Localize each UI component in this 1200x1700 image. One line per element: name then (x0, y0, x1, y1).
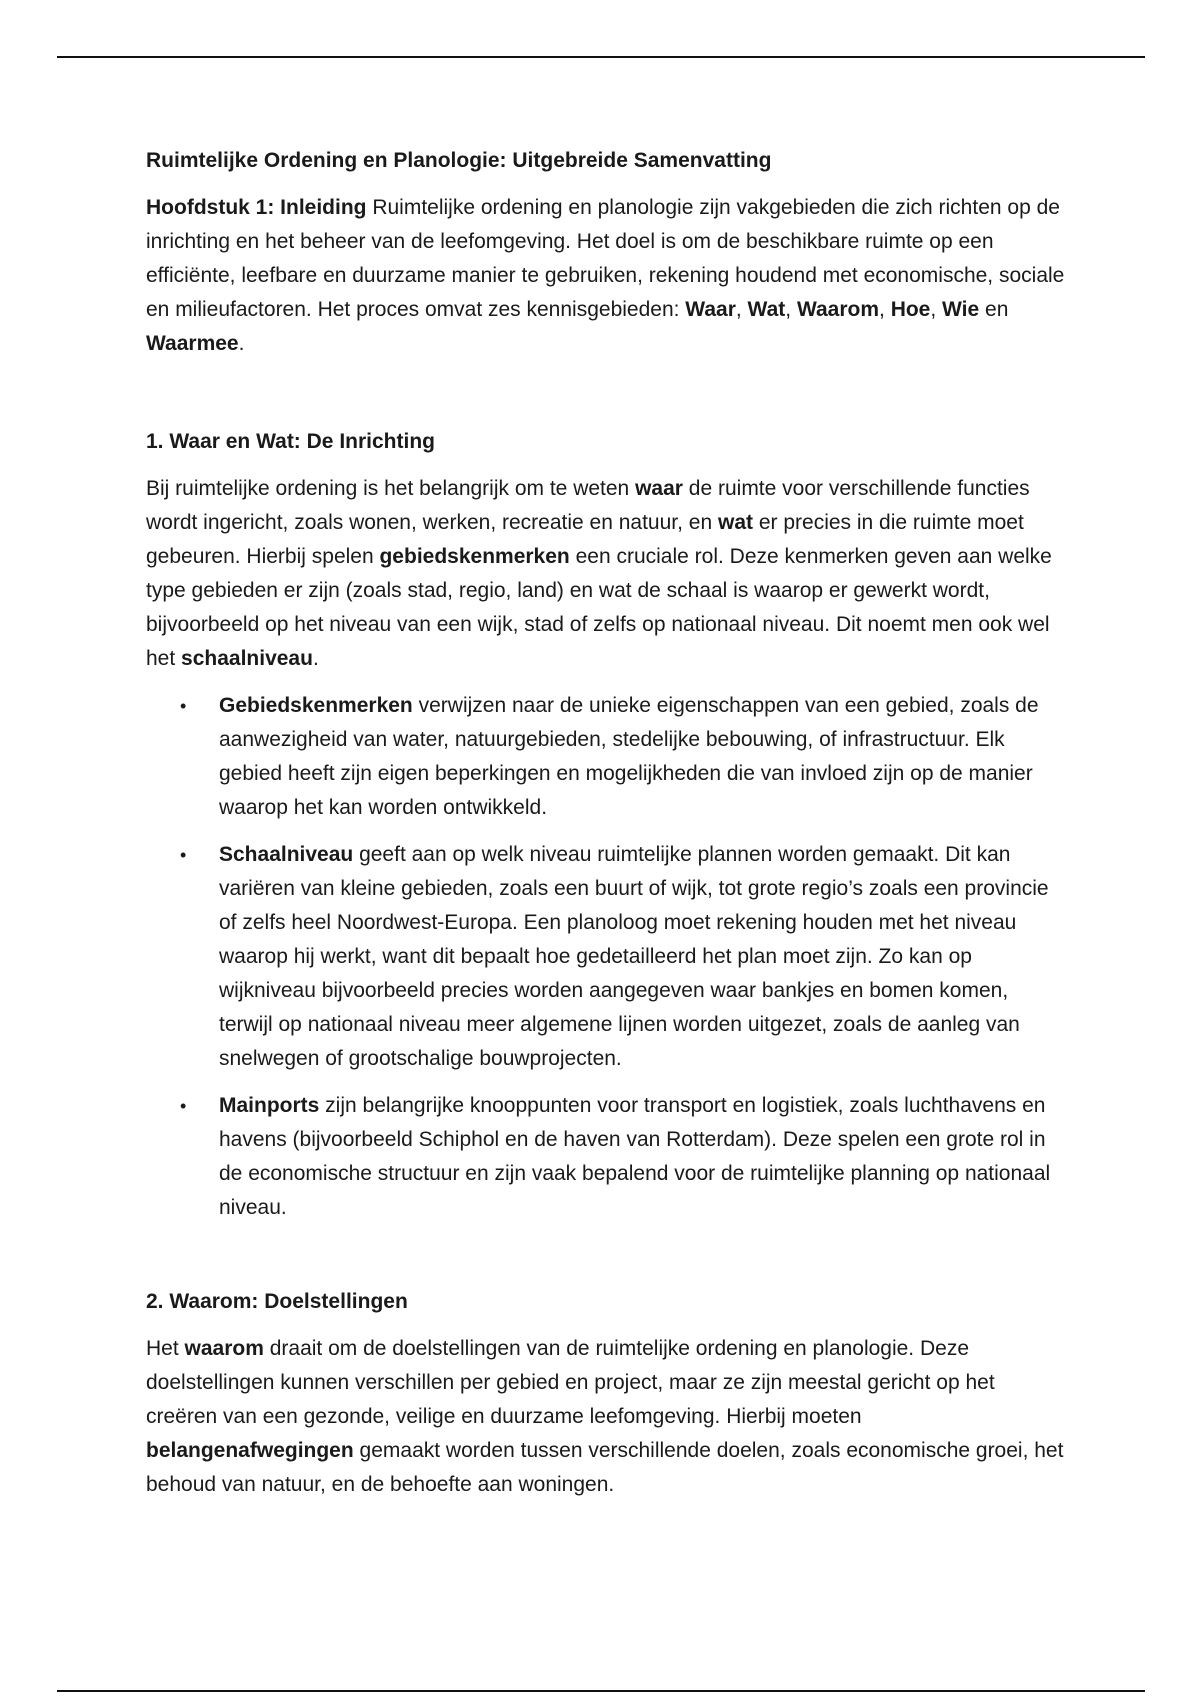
keyword-waar: Waar (685, 298, 736, 321)
text-run: de ruimte voor verschillende functies wordt ingericht, zoals wonen, werken, recreatie en natuur, en (146, 477, 1030, 534)
text-run: draait om de doelstellingen van de ruimtelijke ordening en planologie. Deze doelstellingen kunnen verschillen per gebied en project, maar ze zijn meestal gericht op het creëren van een gezonde, veilige en duurzame leefomgeving. Hierbij moeten (146, 1337, 995, 1428)
bottom-rule (57, 1690, 1145, 1692)
separator: , (735, 298, 748, 321)
top-rule (57, 56, 1145, 58)
bullet-text: zijn belangrijke knooppunten voor transport en logistiek, zoals luchthavens en havens (bijvoorbeeld Schiphol en de haven van Rotterdam). Deze spelen een grote rol in de economische structuur en zijn vaak bepalend voor de ruimtelijke planning op nationaal niveau. (219, 1094, 1051, 1219)
separator: , (879, 298, 891, 321)
document-body (146, 144, 1066, 1515)
bold-term-belangenafwegingen: belangenafwegingen (146, 1439, 354, 1462)
bullet-text: geeft aan op welk niveau ruimtelijke plannen worden gemaakt. Dit kan variëren van kleine gebieden, zoals een buurt of wijk, tot grote regio’s zoals een provincie of zelfs heel Noordwest-Europa. Een planoloog moet rekening houden met het niveau waarop hij werkt, want dit bepaalt hoe gedetailleerd het plan moet zijn. Zo kan op wijkniveau bijvoorbeeld precies worden aangegeven waar bankjes en bomen komen, terwijl op nationaal niveau meer algemene lijnen worden uitgezet, zoals de aanleg van snelwegen of grootschalige bouwprojecten. (219, 843, 1049, 1070)
period: . (238, 332, 245, 355)
bold-term-waar: waar (635, 477, 683, 500)
section-1-bullet-list (146, 689, 1066, 1225)
bold-term-gebiedskenmerken: gebiedskenmerken (379, 545, 570, 568)
separator: , (785, 298, 797, 321)
chapter-lead: Hoofdstuk 1: Inleiding (146, 196, 367, 219)
separator: en (979, 298, 1009, 321)
bullet-icon: • (180, 1096, 187, 1116)
period: . (312, 647, 319, 670)
section-2-paragraph (146, 1332, 1066, 1502)
separator: , (930, 298, 943, 321)
document-title: Ruimtelijke Ordening en Planologie: Uitgebreide Samenvatting (146, 149, 772, 172)
intro-paragraph (146, 191, 1066, 361)
bold-term-schaalniveau: schaalniveau (181, 647, 313, 670)
bullet-icon: • (180, 696, 187, 716)
section-1-heading: 1. Waar en Wat: De Inrichting (146, 430, 435, 453)
section-2-heading: 2. Waarom: Doelstellingen (146, 1290, 408, 1313)
keyword-waarmee: Waarmee (146, 332, 239, 355)
bullet-item-mainports (180, 1089, 1066, 1225)
keyword-wat: Wat (747, 298, 786, 321)
keyword-wie: Wie (942, 298, 980, 321)
section-1-paragraph (146, 472, 1066, 676)
bullet-text: verwijzen naar de unieke eigenschappen van een gebied, zoals de aanwezigheid van water, natuurgebieden, stedelijke bebouwing, of infrastructuur. Elk gebied heeft zijn eigen beperkingen en mogelijkheden die van invloed zijn op de manier waarop het kan worden ontwikkeld. (219, 694, 1039, 819)
text-run: een cruciale rol. Deze kenmerken geven aan welke type gebieden er zijn (zoals stad, regio, land) en wat de schaal is waarop er gewerkt wordt, bijvoorbeeld op het niveau van een wijk, stad of zelfs op nationaal niveau. Dit noemt men ook wel het (146, 545, 1052, 670)
keyword-hoe: Hoe (890, 298, 931, 321)
bold-term-wat: wat (717, 511, 753, 534)
intro-text: Ruimtelijke ordening en planologie zijn vakgebieden die zich richten op de inrichting en het beheer van de leefomgeving. Het doel is om de beschikbare ruimte op een efficiënte, leefbare en duurzame manier te gebruiken, rekening houdend met economische, sociale en milieufactoren. Het proces omvat zes kennisgebieden: (146, 196, 1065, 321)
bullet-term: Mainports (219, 1094, 320, 1117)
bullet-term: Schaalniveau (219, 843, 354, 866)
bullet-item-schaalniveau (180, 838, 1066, 1076)
text-run: er precies in die ruimte moet gebeuren. Hierbij spelen (146, 511, 1024, 568)
bold-term-waarom: waarom (184, 1337, 264, 1360)
keyword-waarom: Waarom (796, 298, 880, 321)
text-run: Bij ruimtelijke ordening is het belangrijk om te weten (146, 477, 636, 500)
bullet-item-gebiedskenmerken (180, 689, 1066, 825)
text-run: Het (146, 1337, 185, 1360)
bullet-term: Gebiedskenmerken (219, 694, 413, 717)
bullet-icon: • (180, 845, 187, 865)
text-run: gemaakt worden tussen verschillende doelen, zoals economische groei, het behoud van natuur, en de behoefte aan woningen. (146, 1439, 1064, 1496)
